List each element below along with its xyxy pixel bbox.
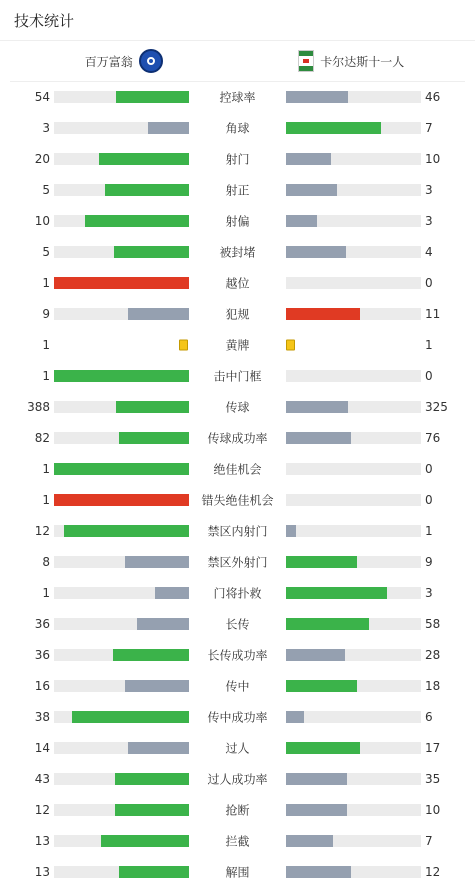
stat-row: [0, 670, 475, 701]
stat-label: 控球率: [219, 90, 256, 104]
away-stat-bar: [286, 587, 421, 599]
home-stat-bar: [54, 773, 189, 785]
home-stat-value: 13: [34, 833, 50, 848]
away-stat-bar: [286, 432, 421, 444]
away-stat-bar-fill: [286, 711, 304, 723]
stat-label: 击中门框: [213, 369, 262, 383]
stat-label: 犯规: [225, 307, 250, 321]
stat-row: [0, 546, 475, 577]
home-stat-value: 10: [34, 213, 50, 228]
stat-label: 射偏: [225, 214, 250, 228]
stat-label: 射门: [225, 152, 250, 166]
away-stat-bar-fill: [286, 215, 317, 227]
home-stat-bar: [54, 463, 189, 475]
stat-row: [0, 794, 475, 825]
stat-label: 黄牌: [225, 338, 250, 352]
home-stat-bar-fill: [101, 835, 189, 847]
home-stat-bar: [54, 680, 189, 692]
away-stat-value: 10: [425, 802, 441, 817]
home-stat-value: 82: [34, 430, 50, 445]
stat-row: [0, 298, 475, 329]
away-stat-value: 7: [425, 120, 433, 135]
away-stat-bar: [286, 556, 421, 568]
away-stat-value: 1: [425, 337, 433, 352]
home-stat-value: 12: [34, 523, 50, 538]
away-stat-bar-fill: [286, 401, 348, 413]
stat-label: 过人: [225, 741, 250, 755]
stats-list: [0, 81, 475, 887]
home-stat-bar: [54, 556, 189, 568]
stat-label: 门将扑救: [213, 586, 262, 600]
home-stat-value: 5: [42, 182, 50, 197]
home-stat-value: 20: [34, 151, 50, 166]
away-stat-value: 58: [425, 616, 441, 631]
away-stat-value: 12: [425, 864, 441, 879]
stat-row: [0, 453, 475, 484]
away-stat-value: 1: [425, 523, 433, 538]
stat-row: [0, 701, 475, 732]
away-stat-value: 3: [425, 585, 433, 600]
home-yellow-card-icon: [179, 339, 188, 350]
page-title: 技术统计: [0, 0, 475, 41]
home-stat-bar: [54, 587, 189, 599]
away-stat-bar: [286, 122, 421, 134]
stat-row: [0, 81, 475, 112]
home-stat-value: 388: [27, 399, 50, 414]
home-stat-bar-fill: [115, 804, 189, 816]
away-stat-bar-fill: [286, 804, 347, 816]
home-stat-bar-fill: [128, 742, 189, 754]
home-stat-value: 16: [34, 678, 50, 693]
home-stat-bar-fill: [113, 649, 189, 661]
home-stat-bar-fill: [137, 618, 189, 630]
away-stat-bar-fill: [286, 742, 360, 754]
away-stat-bar-fill: [286, 680, 357, 692]
home-stat-bar-fill: [64, 525, 189, 537]
away-team[interactable]: [238, 50, 466, 72]
home-stat-value: 36: [34, 616, 50, 631]
away-stat-bar: [286, 246, 421, 258]
away-stat-bar: [286, 308, 421, 320]
away-stat-bar-fill: [286, 525, 296, 537]
home-stat-value: 8: [42, 554, 50, 569]
away-stat-bar: [286, 618, 421, 630]
stat-row: [0, 608, 475, 639]
away-stat-value: 3: [425, 182, 433, 197]
home-stat-bar: [54, 525, 189, 537]
home-stat-bar-fill: [128, 308, 189, 320]
away-stat-bar-fill: [286, 835, 333, 847]
home-stat-bar: [54, 649, 189, 661]
away-stat-bar: [286, 277, 421, 289]
away-stat-value: 35: [425, 771, 441, 786]
stat-label: 解围: [225, 865, 250, 879]
home-stat-value: 13: [34, 864, 50, 879]
home-stat-value: 1: [42, 461, 50, 476]
home-stat-bar: [54, 215, 189, 227]
away-stat-bar: [286, 835, 421, 847]
home-stat-bar-fill: [119, 432, 189, 444]
home-stat-bar-fill: [85, 215, 189, 227]
home-stat-bar: [54, 804, 189, 816]
home-stat-bar-fill: [99, 153, 189, 165]
away-stat-bar-fill: [286, 618, 369, 630]
home-stat-bar: [54, 246, 189, 258]
home-stat-bar: [54, 866, 189, 878]
away-stat-bar: [286, 773, 421, 785]
stat-row: [0, 639, 475, 670]
stat-row: [0, 577, 475, 608]
stat-row: [0, 360, 475, 391]
away-stat-bar-fill: [286, 91, 348, 103]
home-stat-bar-fill: [155, 587, 189, 599]
stat-label: 被封堵: [219, 245, 256, 259]
away-stat-bar: [286, 91, 421, 103]
home-stat-value: 12: [34, 802, 50, 817]
away-stat-value: 0: [425, 461, 433, 476]
stat-label: 长传: [225, 617, 250, 631]
stat-row: [0, 205, 475, 236]
home-stat-bar-fill: [54, 370, 189, 382]
away-stat-bar-fill: [286, 649, 345, 661]
home-stat-value: 54: [34, 89, 50, 104]
away-stat-bar: [286, 525, 421, 537]
stat-row: [0, 732, 475, 763]
away-stat-value: 4: [425, 244, 433, 259]
home-stat-value: 1: [42, 368, 50, 383]
stat-row: [0, 236, 475, 267]
away-stat-bar: [286, 153, 421, 165]
home-stat-bar: [54, 91, 189, 103]
away-stat-value: 325: [425, 399, 448, 414]
home-stat-value: 5: [42, 244, 50, 259]
stat-label: 传球成功率: [207, 431, 268, 445]
stat-label: 抢断: [225, 803, 250, 817]
away-team-name: 卡尔达斯十一人: [320, 54, 405, 69]
away-stat-bar: [286, 804, 421, 816]
home-stat-bar: [54, 122, 189, 134]
home-stat-value: 43: [34, 771, 50, 786]
stat-label: 传球: [225, 400, 250, 414]
home-stat-bar: [54, 494, 189, 506]
away-stat-value: 18: [425, 678, 441, 693]
home-stat-value: 1: [42, 492, 50, 507]
away-stat-value: 7: [425, 833, 433, 848]
home-stat-value: 36: [34, 647, 50, 662]
away-stat-value: 0: [425, 492, 433, 507]
away-stat-bar-fill: [286, 184, 337, 196]
stat-row: [0, 174, 475, 205]
stat-label: 拦截: [225, 834, 250, 848]
away-stat-bar-fill: [286, 246, 346, 258]
teams-header: [10, 41, 465, 82]
stat-row: [0, 763, 475, 794]
home-stat-bar-fill: [116, 91, 189, 103]
stat-row: [0, 422, 475, 453]
away-stat-value: 3: [425, 213, 433, 228]
stat-label: 长传成功率: [207, 648, 268, 662]
away-yellow-card-icon: [286, 339, 295, 350]
home-stat-bar-fill: [119, 866, 189, 878]
home-stat-bar-fill: [125, 556, 189, 568]
away-team-crest-icon: [298, 50, 314, 72]
stat-label: 过人成功率: [207, 772, 268, 786]
stat-label: 传中成功率: [207, 710, 268, 724]
home-stat-value: 14: [34, 740, 50, 755]
away-stat-value: 11: [425, 306, 441, 321]
home-stat-value: 1: [42, 337, 50, 352]
away-stat-bar: [286, 401, 421, 413]
stat-row: [0, 391, 475, 422]
home-team-crest-icon: [139, 49, 163, 73]
away-stat-value: 17: [425, 740, 441, 755]
away-stat-bar: [286, 184, 421, 196]
home-stat-bar: [54, 432, 189, 444]
home-stat-bar-fill: [105, 184, 189, 196]
away-stat-value: 0: [425, 275, 433, 290]
home-stat-bar-fill: [72, 711, 189, 723]
stat-label: 射正: [225, 183, 250, 197]
stat-row: [0, 856, 475, 887]
away-stat-bar: [286, 649, 421, 661]
home-stat-bar: [54, 711, 189, 723]
home-stat-bar: [54, 401, 189, 413]
home-stat-bar: [54, 277, 189, 289]
away-stat-bar: [286, 370, 421, 382]
away-stat-value: 9: [425, 554, 433, 569]
home-stat-value: 1: [42, 275, 50, 290]
stat-label: 禁区外射门: [207, 555, 268, 569]
home-team-name: 百万富翁: [84, 54, 133, 69]
home-stat-bar-fill: [125, 680, 189, 692]
home-stat-bar: [54, 835, 189, 847]
home-stat-bar-fill: [54, 277, 189, 289]
stat-row: [0, 329, 475, 360]
away-stat-bar: [286, 494, 421, 506]
home-stat-bar: [54, 742, 189, 754]
away-stat-value: 28: [425, 647, 441, 662]
away-stat-value: 10: [425, 151, 441, 166]
home-team[interactable]: [10, 49, 238, 73]
away-stat-bar: [286, 711, 421, 723]
home-stat-bar-fill: [54, 463, 189, 475]
home-stat-bar-fill: [148, 122, 189, 134]
away-stat-bar-fill: [286, 153, 331, 165]
away-stat-value: 46: [425, 89, 441, 104]
away-stat-bar: [286, 742, 421, 754]
away-stat-bar-fill: [286, 122, 381, 134]
stat-label: 传中: [225, 679, 250, 693]
home-stat-value: 1: [42, 585, 50, 600]
away-stat-bar-fill: [286, 587, 387, 599]
home-stat-bar: [54, 153, 189, 165]
home-stat-value: 38: [34, 709, 50, 724]
stat-row: [0, 267, 475, 298]
stat-row: [0, 515, 475, 546]
home-stat-bar: [54, 184, 189, 196]
stat-label: 禁区内射门: [207, 524, 268, 538]
away-stat-value: 76: [425, 430, 441, 445]
away-stat-bar: [286, 866, 421, 878]
stat-row: [0, 825, 475, 856]
away-stat-bar: [286, 463, 421, 475]
away-stat-bar-fill: [286, 556, 357, 568]
stat-label: 绝佳机会: [213, 462, 262, 476]
away-stat-bar: [286, 680, 421, 692]
stat-label: 错失绝佳机会: [201, 493, 274, 507]
home-stat-bar: [54, 370, 189, 382]
stat-row: [0, 112, 475, 143]
away-stat-bar-fill: [286, 773, 347, 785]
away-stat-value: 6: [425, 709, 433, 724]
home-stat-bar-fill: [116, 401, 189, 413]
stat-label: 越位: [225, 276, 250, 290]
home-stat-bar-fill: [54, 494, 189, 506]
home-stat-bar-fill: [115, 773, 189, 785]
away-stat-bar-fill: [286, 308, 360, 320]
home-stat-bar: [54, 618, 189, 630]
stat-label: 角球: [225, 121, 250, 135]
away-stat-value: 0: [425, 368, 433, 383]
home-stat-bar-fill: [114, 246, 189, 258]
home-stat-value: 9: [42, 306, 50, 321]
stat-row: [0, 143, 475, 174]
home-stat-bar: [54, 308, 189, 320]
away-stat-bar-fill: [286, 866, 351, 878]
away-stat-bar-fill: [286, 432, 351, 444]
stat-row: [0, 484, 475, 515]
away-stat-bar: [286, 215, 421, 227]
home-stat-value: 3: [42, 120, 50, 135]
